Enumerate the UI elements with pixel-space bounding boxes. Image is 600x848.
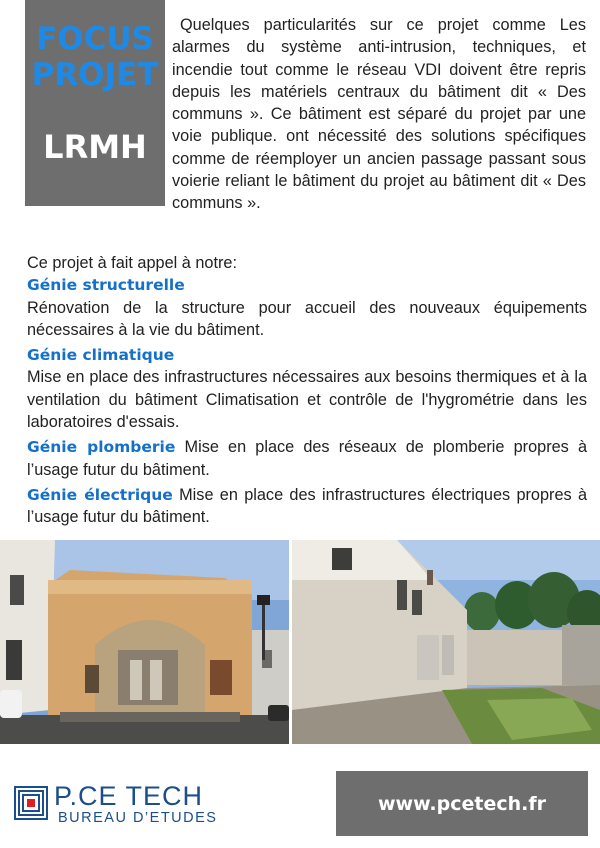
website-link[interactable]: www.pcetech.fr [377, 793, 547, 815]
logo-subtitle: BUREAU D’ETUDES [58, 810, 218, 826]
focus-box [25, 0, 165, 206]
lead-text: Ce projet à fait appel à notre: [27, 254, 237, 272]
logo-name: P.CE TECH [54, 781, 204, 811]
photo-courtyard [292, 540, 600, 744]
section-plomberie [27, 436, 587, 481]
focus-title-line1: FOCUS [36, 21, 154, 57]
section-title-climatique: Génie climatique [27, 346, 175, 365]
website-box [336, 771, 588, 836]
section-text-electrique: Mise en place des infrastructures électriques propres à l’usage futur du bâtiment. [27, 485, 588, 527]
content [27, 252, 587, 529]
section-title-structure: Génie structurelle [27, 276, 185, 295]
photo-archway-drawing [0, 540, 289, 744]
section-electrique [27, 484, 587, 529]
focus-title-line2: PROJET [31, 57, 159, 93]
photo-courtyard-drawing [292, 540, 600, 744]
section-title-plomberie: Génie plomberie [27, 438, 176, 457]
company-logo-icon [14, 786, 48, 820]
photo-archway [0, 540, 289, 744]
project-code: LRMH [43, 128, 147, 166]
section-text-structure: Rénovation de la structure pour accueil des nouveaux équipements nécessaires à la vie du bâtiment. [27, 298, 587, 339]
intro-paragraph: Quelques particularités sur ce projet comme Les alarmes du système anti-intrusion, techniques, et incendie tout comme le réseau VDI doivent être repris depuis les matériels centraux du bâtiment dit « Des communs ». Ce bâtiment est séparé du projet par une voie publique. ont nécessité des solutions spécifiques comme de réemployer un ancien passage passant sous voierie reliant le bâtiment du projet au bâtiment dit « Des communs ». [172, 16, 586, 213]
section-text-plomberie: Mise en place des réseaux de plomberie propres à l’usage futur du bâtiment. [27, 438, 587, 479]
section-text-climatique: Mise en place des infrastructures nécessaires aux besoins thermiques et à la ventilation du bâtiment Climatisation et contrôle de l'hygrométrie dans les laboratoires d'essais. [27, 368, 587, 432]
section-title-electrique: Génie électrique [27, 485, 173, 504]
